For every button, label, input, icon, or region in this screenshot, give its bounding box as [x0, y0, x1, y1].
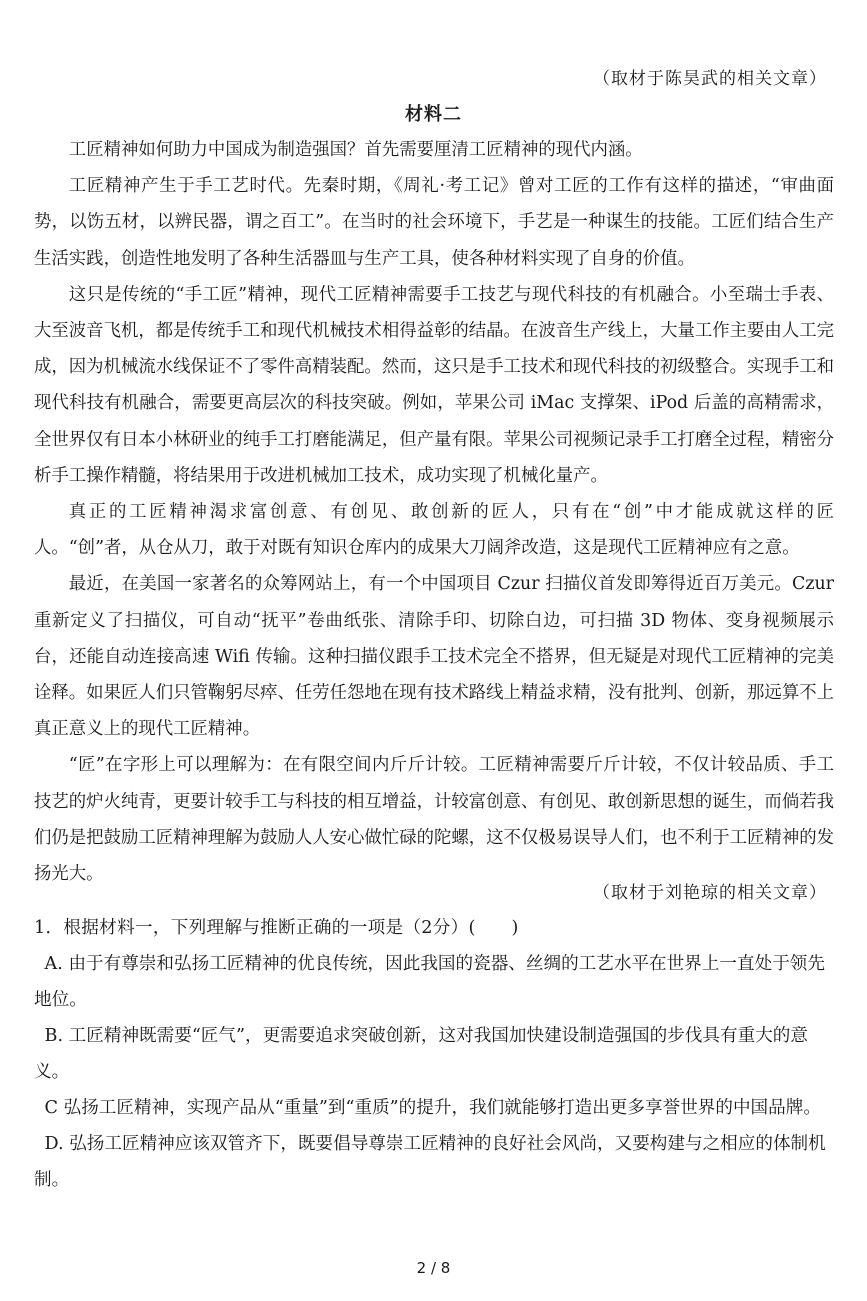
- option-c: C 弘扬工匠精神，实现产品从“重量”到“重质”的提升，我们就能够打造出更多享誉世界的中国品牌。: [44, 1098, 821, 1118]
- paragraph-6: “匠”在字形上可以理解为：在有限空间内斤斤计较。工匠精神需要斤斤计较，不仅计较品质、手工技艺的炉火纯青，更要计较手工与科技的相互增益，计较富创意、有创见、敢创新思想的诞生，而倘若我们仍是把鼓励工匠精神理解为鼓励人人安心做忙碌的陀螺，这不仅极易误导人们，也不利于工匠精神的发扬光大。: [34, 755, 834, 885]
- option-a: A. 由于有尊崇和弘扬工匠精神的优良传统，因此我国的瓷器、丝绸的工艺水平在世界上一直处于领先地位。: [34, 954, 825, 1010]
- paragraph-1: 工匠精神如何助力中国成为制造强国？首先需要厘清工匠精神的现代内涵。: [68, 140, 643, 160]
- paragraph-2: 工匠精神产生于手工艺时代。先秦时期，《周礼·考工记》曾对工匠的工作有这样的描述，“审曲面势，以饬五材，以辨民器，谓之百工”。在当时的社会环境下，手艺是一种谋生的技能。工匠们结合生产生活实践，创造性地发明了各种生活器皿与生产工具，使各种材料实现了自身的价值。: [34, 176, 834, 269]
- paragraph-3: 这只是传统的“手工匠”精神，现代工匠精神需要手工技艺与现代科技的有机融合。小至瑞士手表、大至波音飞机，都是传统手工和现代机械技术相得益彰的结晶。在波音生产线上，大量工作主要由人工完成，因为机械流水线保证不了零件高精装配。然而，这只是手工技术和现代科技的初级整合。实现手工和现代科技有机融合，需要更高层次的科技突破。例如，苹果公司 iMac 支撑架、iPod 后盖的高精需求，全世界仅有日本小林研业的纯手工打磨能满足，但产量有限。苹果公司视频记录手工打磨全过程，精密分析手工操作精髓，将结果用于改进机械加工技术，成功实现了机械化量产。: [34, 284, 834, 486]
- passage-body: [34, 132, 834, 892]
- option-d: D. 弘扬工匠精神应该双管齐下，既要倡导尊崇工匠精神的良好社会风尚，又要构建与之相应的体制机制。: [34, 1134, 826, 1190]
- paragraph-4: 真正的工匠精神渴求富创意、有创见、敢创新的匠人，只有在“创”中才能成就这样的匠人。“创”者，从仓从刀，敢于对既有知识仓库内的成果大刀阔斧改造，这是现代工匠精神应有之意。: [34, 502, 834, 559]
- source-note-bottom: （取材于刘艳琼的相关文章）: [593, 883, 827, 903]
- source-note-top: （取材于陈昊武的相关文章）: [593, 69, 827, 89]
- question-block: [34, 910, 834, 1198]
- option-b: B. 工匠精神既需要“匠气”，更需要追求突破创新，这对我国加快建设制造强国的步伐具有重大的意义。: [34, 1026, 808, 1082]
- paragraph-5: 最近，在美国一家著名的众筹网站上，有一个中国项目 Czur 扫描仪首发即筹得近百万美元。Czur 重新定义了扫描仪，可自动“抚平”卷曲纸张、清除手印、切除白边，可扫描 3D 物体、变身视频展示台，还能自动连接高速 Wifi 传输。这种扫描仪跟手工技术完全不搭界，但无疑是对现代工匠精神的完美诠释。如果匠人们只管鞠躬尽瘁、任劳任怨地在现有技术路线上精益求精，没有批判、创新，那远算不上真正意义上的现代工匠精神。: [34, 574, 834, 740]
- question-stem: 1．根据材料一，下列理解与推断正确的一项是（2分）( ): [34, 918, 519, 938]
- page-number: 2 / 8: [416, 1259, 451, 1277]
- section-heading: 材料二: [405, 104, 462, 125]
